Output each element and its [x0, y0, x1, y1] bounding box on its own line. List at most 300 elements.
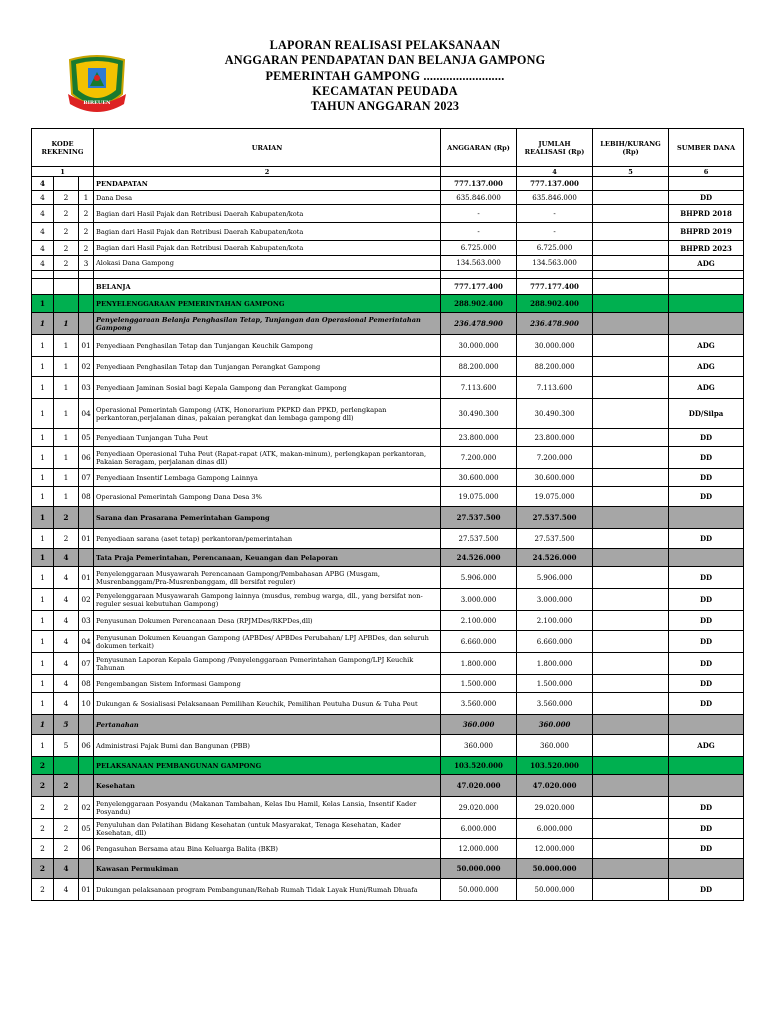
kode-3-cell: 01	[79, 529, 94, 549]
lebih-cell	[593, 357, 669, 377]
lebih-cell	[593, 295, 669, 313]
uraian-cell: Administrasi Pajak Bumi dan Bangunan (PBB)	[94, 735, 441, 757]
kode-2-cell: 1	[54, 487, 79, 507]
uraian-cell: Bagian dari Hasil Pajak dan Retribusi Daerah Kabupaten/kota	[94, 205, 441, 223]
sumber-cell: BHPRD 2019	[669, 223, 744, 241]
table-row	[32, 775, 744, 797]
kode-3-cell: 2	[79, 205, 94, 223]
realisasi-cell: 27.537.500	[517, 507, 593, 529]
kode-3-cell	[79, 271, 94, 279]
col-number-2: 2	[94, 167, 441, 177]
realisasi-cell: -	[517, 223, 593, 241]
kode-2-cell: 4	[54, 653, 79, 675]
realisasi-cell: 30.000.000	[517, 335, 593, 357]
bireuen-emblem-icon	[62, 54, 132, 118]
lebih-cell	[593, 879, 669, 901]
realisasi-cell: 47.020.000	[517, 775, 593, 797]
kode-2-cell	[54, 177, 79, 191]
anggaran-cell: 7.113.600	[441, 377, 517, 399]
lebih-cell	[593, 819, 669, 839]
realisasi-cell: 1.500.000	[517, 675, 593, 693]
realisasi-cell: 6.000.000	[517, 819, 593, 839]
kode-3-cell: 06	[79, 735, 94, 757]
lebih-cell	[593, 313, 669, 335]
kode-3-cell: 05	[79, 819, 94, 839]
lebih-cell	[593, 223, 669, 241]
lebih-cell	[593, 611, 669, 631]
table-row	[32, 205, 744, 223]
table-row	[32, 241, 744, 256]
header-line-2: ANGGARAN PENDAPATAN DAN BELANJA GAMPONG	[224, 53, 546, 68]
sumber-cell: BHPRD 2018	[669, 205, 744, 223]
sumber-cell: DD	[669, 429, 744, 447]
kode-3-cell: 04	[79, 399, 94, 429]
uraian-cell: Kawasan Permukiman	[94, 859, 441, 879]
kode-2-cell: 1	[54, 429, 79, 447]
kode-1-cell: 4	[32, 177, 54, 191]
lebih-cell	[593, 271, 669, 279]
uraian-cell: Penyusunan Dokumen Perencanaan Desa (RPJMDes/RKPDes,dll)	[94, 611, 441, 631]
anggaran-cell: 2.100.000	[441, 611, 517, 631]
anggaran-cell: -	[441, 223, 517, 241]
realisasi-cell: 50.000.000	[517, 879, 593, 901]
kode-2-cell: 1	[54, 335, 79, 357]
report-header	[150, 38, 620, 114]
sumber-cell: DD	[669, 631, 744, 653]
uraian-cell: Operasional Pemerintah Gampong Dana Desa 3%	[94, 487, 441, 507]
realisasi-cell: -	[517, 205, 593, 223]
table-row	[32, 313, 744, 335]
uraian-cell: Penyelenggaraan Musyawarah Gampong lainnya (musdus, rembug warga, dll., yang bersifat non-reguler sesuai kebutuhan Gampong)	[94, 589, 441, 611]
kode-1-cell: 1	[32, 335, 54, 357]
anggaran-cell: 777.137.000	[441, 177, 517, 191]
kode-2-cell: 4	[54, 675, 79, 693]
kode-1-cell: 1	[32, 487, 54, 507]
col-sumber-header: SUMBER DANA	[669, 129, 744, 167]
kode-2-cell: 4	[54, 589, 79, 611]
uraian-cell: Alokasi Dana Gampong	[94, 256, 441, 271]
header-line-5: TAHUN ANGGARAN 2023	[310, 99, 460, 114]
col-number-6: 6	[669, 167, 744, 177]
kode-1-cell: 1	[32, 469, 54, 487]
sumber-cell	[669, 757, 744, 775]
table-row	[32, 879, 744, 901]
kode-3-cell: 03	[79, 611, 94, 631]
kode-3-cell: 1	[79, 191, 94, 205]
kode-2-cell: 1	[54, 377, 79, 399]
kode-1-cell	[32, 279, 54, 295]
sumber-cell	[669, 859, 744, 879]
anggaran-cell: 50.000.000	[441, 879, 517, 901]
kode-1-cell: 1	[32, 611, 54, 631]
lebih-cell	[593, 715, 669, 735]
kode-3-cell	[79, 279, 94, 295]
kode-1-cell: 1	[32, 357, 54, 377]
kode-3-cell	[79, 313, 94, 335]
anggaran-cell: 30.600.000	[441, 469, 517, 487]
col-number-1: 1	[32, 167, 94, 177]
sumber-cell	[669, 507, 744, 529]
sumber-cell: DD/Silpa	[669, 399, 744, 429]
kode-3-cell: 08	[79, 675, 94, 693]
kode-1-cell: 1	[32, 529, 54, 549]
kode-3-cell	[79, 775, 94, 797]
anggaran-cell: -	[441, 205, 517, 223]
sumber-cell: DD	[669, 797, 744, 819]
uraian-cell: Penyusunan Laporan Kepala Gampong /Penyelenggaraan Pemerintahan Gampong/LPJ Keuchik Tahunan	[94, 653, 441, 675]
col-anggaran-header: ANGGARAN (Rp)	[441, 129, 517, 167]
kode-2-cell: 4	[54, 549, 79, 567]
kode-1-cell: 1	[32, 735, 54, 757]
realisasi-cell: 6.725.000	[517, 241, 593, 256]
uraian-cell: Penyediaan Tunjangan Tuha Peut	[94, 429, 441, 447]
kode-2-cell: 2	[54, 507, 79, 529]
col-lebih-header: LEBIH/KURANG (Rp)	[593, 129, 669, 167]
kode-1-cell: 2	[32, 859, 54, 879]
kode-1-cell: 4	[32, 241, 54, 256]
kode-1-cell: 1	[32, 295, 54, 313]
realisasi-cell: 103.520.000	[517, 757, 593, 775]
table-row	[32, 819, 744, 839]
uraian-cell: PENYELENGGARAAN PEMERINTAHAN GAMPONG	[94, 295, 441, 313]
uraian-cell: Penyelenggaraan Belanja Penghasilan Tetap, Tunjangan dan Operasional Pemerintahan Gampong	[94, 313, 441, 335]
kode-1-cell: 1	[32, 567, 54, 589]
anggaran-cell: 236.478.900	[441, 313, 517, 335]
kode-3-cell	[79, 549, 94, 567]
kode-2-cell: 2	[54, 191, 79, 205]
table-row	[32, 335, 744, 357]
kode-1-cell	[32, 271, 54, 279]
realisasi-cell: 6.660.000	[517, 631, 593, 653]
realisasi-cell: 134.563.000	[517, 256, 593, 271]
lebih-cell	[593, 469, 669, 487]
lebih-cell	[593, 377, 669, 399]
kode-1-cell: 1	[32, 429, 54, 447]
table-row	[32, 487, 744, 507]
kode-3-cell: 07	[79, 653, 94, 675]
table-row	[32, 256, 744, 271]
realisasi-cell: 3.000.000	[517, 589, 593, 611]
kode-3-cell	[79, 715, 94, 735]
kode-2-cell	[54, 279, 79, 295]
anggaran-cell: 134.563.000	[441, 256, 517, 271]
sumber-cell: DD	[669, 447, 744, 469]
anggaran-cell: 30.490.300	[441, 399, 517, 429]
anggaran-cell: 47.020.000	[441, 775, 517, 797]
realisasi-cell: 88.200.000	[517, 357, 593, 377]
sumber-cell: ADG	[669, 377, 744, 399]
realisasi-cell: 7.113.600	[517, 377, 593, 399]
kode-1-cell: 1	[32, 507, 54, 529]
kode-2-cell: 4	[54, 631, 79, 653]
uraian-cell: Penyelenggaraan Musyawarah Perencanaan Gampong/Pembahasan APBG (Musgam, Musrenbanggam/Pra-Musrenbanggam, dll bersifat reguler)	[94, 567, 441, 589]
anggaran-cell: 3.000.000	[441, 589, 517, 611]
realisasi-cell: 24.526.000	[517, 549, 593, 567]
anggaran-cell: 1.800.000	[441, 653, 517, 675]
uraian-cell: Pengasuhan Bersama atau Bina Keluarga Balita (BKB)	[94, 839, 441, 859]
kode-3-cell: 02	[79, 589, 94, 611]
kode-1-cell: 1	[32, 675, 54, 693]
sumber-cell: DD	[669, 839, 744, 859]
kode-3-cell: 3	[79, 256, 94, 271]
kode-2-cell: 4	[54, 879, 79, 901]
sumber-cell: ADG	[669, 735, 744, 757]
anggaran-cell: 360.000	[441, 735, 517, 757]
kode-2-cell: 1	[54, 399, 79, 429]
sumber-cell: ADG	[669, 357, 744, 377]
kode-1-cell: 1	[32, 631, 54, 653]
table-row	[32, 279, 744, 295]
realisasi-cell: 12.000.000	[517, 839, 593, 859]
table-row	[32, 859, 744, 879]
sumber-cell: ADG	[669, 256, 744, 271]
sumber-cell: DD	[669, 529, 744, 549]
col-uraian-header: URAIAN	[94, 129, 441, 167]
kode-3-cell	[79, 177, 94, 191]
lebih-cell	[593, 447, 669, 469]
kode-3-cell	[79, 507, 94, 529]
lebih-cell	[593, 507, 669, 529]
realisasi-cell: 30.600.000	[517, 469, 593, 487]
kode-2-cell: 1	[54, 447, 79, 469]
lebih-cell	[593, 567, 669, 589]
realisasi-cell: 7.200.000	[517, 447, 593, 469]
realisasi-cell: 30.490.300	[517, 399, 593, 429]
kode-2-cell: 5	[54, 735, 79, 757]
kode-2-cell: 2	[54, 839, 79, 859]
kode-2-cell: 4	[54, 611, 79, 631]
lebih-cell	[593, 675, 669, 693]
realisasi-cell: 27.537.500	[517, 529, 593, 549]
anggaran-cell: 7.200.000	[441, 447, 517, 469]
kode-2-cell: 2	[54, 241, 79, 256]
kode-3-cell: 02	[79, 357, 94, 377]
sumber-cell	[669, 549, 744, 567]
anggaran-cell: 29.020.000	[441, 797, 517, 819]
anggaran-cell: 635.846.000	[441, 191, 517, 205]
kode-2-cell: 2	[54, 775, 79, 797]
kode-2-cell: 1	[54, 469, 79, 487]
anggaran-cell: 288.902.400	[441, 295, 517, 313]
anggaran-cell: 24.526.000	[441, 549, 517, 567]
uraian-cell: Bagian dari Hasil Pajak dan Retribusi Daerah Kabupaten/kota	[94, 241, 441, 256]
lebih-cell	[593, 693, 669, 715]
table-row	[32, 589, 744, 611]
lebih-cell	[593, 335, 669, 357]
sumber-cell	[669, 271, 744, 279]
anggaran-cell: 12.000.000	[441, 839, 517, 859]
lebih-cell	[593, 241, 669, 256]
realisasi-cell: 236.478.900	[517, 313, 593, 335]
kode-3-cell: 10	[79, 693, 94, 715]
uraian-cell: Bagian dari Hasil Pajak dan Retribusi Daerah Kabupaten/kota	[94, 223, 441, 241]
realisasi-cell: 777.137.000	[517, 177, 593, 191]
anggaran-cell: 777.177.400	[441, 279, 517, 295]
table-row	[32, 223, 744, 241]
anggaran-cell: 1.500.000	[441, 675, 517, 693]
kode-3-cell: 01	[79, 567, 94, 589]
uraian-cell: Penyelenggaraan Posyandu (Makanan Tambahan, Kelas Ibu Hamil, Kelas Lansia, Insentif Kader Posyandu)	[94, 797, 441, 819]
realisasi-cell: 635.846.000	[517, 191, 593, 205]
realisasi-cell: 29.020.000	[517, 797, 593, 819]
uraian-cell: Penyediaan Penghasilan Tetap dan Tunjangan Perangkat Gampong	[94, 357, 441, 377]
kode-3-cell: 02	[79, 797, 94, 819]
col-number-3	[441, 167, 517, 177]
kode-1-cell: 2	[32, 797, 54, 819]
realisasi-cell: 50.000.000	[517, 859, 593, 879]
kode-1-cell: 1	[32, 693, 54, 715]
lebih-cell	[593, 191, 669, 205]
kode-3-cell: 08	[79, 487, 94, 507]
lebih-cell	[593, 279, 669, 295]
table-row	[32, 839, 744, 859]
uraian-cell: Pertanahan	[94, 715, 441, 735]
kode-3-cell: 04	[79, 631, 94, 653]
column-number-row	[32, 167, 744, 177]
kode-1-cell: 4	[32, 256, 54, 271]
uraian-cell: Dukungan & Sosialisasi Pelaksanaan Pemilihan Keuchik, Pemilihan Peutuha Dusun & Tuha Peut	[94, 693, 441, 715]
table-row	[32, 399, 744, 429]
uraian-cell: Sarana dan Prasarana Pemerintahan Gampong	[94, 507, 441, 529]
table-row	[32, 191, 744, 205]
kode-3-cell	[79, 295, 94, 313]
sumber-cell: DD	[669, 191, 744, 205]
sumber-cell: DD	[669, 819, 744, 839]
table-row	[32, 357, 744, 377]
table-row	[32, 549, 744, 567]
anggaran-cell: 6.660.000	[441, 631, 517, 653]
table-row	[32, 447, 744, 469]
kode-3-cell: 03	[79, 377, 94, 399]
table-row	[32, 757, 744, 775]
kode-1-cell: 1	[32, 715, 54, 735]
realisasi-cell: 1.800.000	[517, 653, 593, 675]
kode-2-cell: 2	[54, 205, 79, 223]
realisasi-cell: 23.800.000	[517, 429, 593, 447]
kode-2-cell: 1	[54, 313, 79, 335]
kode-3-cell: 01	[79, 335, 94, 357]
table-row	[32, 631, 744, 653]
uraian-cell: BELANJA	[94, 279, 441, 295]
sumber-cell: DD	[669, 469, 744, 487]
realisasi-cell: 2.100.000	[517, 611, 593, 631]
realisasi-cell: 360.000	[517, 735, 593, 757]
sumber-cell: DD	[669, 567, 744, 589]
col-realisasi-header: JUMLAH REALISASI (Rp)	[517, 129, 593, 167]
sumber-cell	[669, 775, 744, 797]
anggaran-cell: 50.000.000	[441, 859, 517, 879]
realisasi-cell: 3.560.000	[517, 693, 593, 715]
uraian-cell: Kesehatan	[94, 775, 441, 797]
sumber-cell: BHPRD 2023	[669, 241, 744, 256]
sumber-cell: DD	[669, 653, 744, 675]
table-row	[32, 735, 744, 757]
kode-1-cell: 2	[32, 879, 54, 901]
realisasi-cell: 288.902.400	[517, 295, 593, 313]
kode-3-cell: 07	[79, 469, 94, 487]
uraian-cell: PENDAPATAN	[94, 177, 441, 191]
table-row	[32, 653, 744, 675]
table-row	[32, 529, 744, 549]
kode-2-cell: 5	[54, 715, 79, 735]
kode-2-cell: 2	[54, 223, 79, 241]
lebih-cell	[593, 256, 669, 271]
lebih-cell	[593, 775, 669, 797]
uraian-cell: Penyusunan Dokumen Keuangan Gampong (APBDes/ APBDes Perubahan/ LPJ APBDes, dan seluruh dokumen terkait)	[94, 631, 441, 653]
anggaran-cell: 30.000.000	[441, 335, 517, 357]
lebih-cell	[593, 757, 669, 775]
kode-2-cell	[54, 271, 79, 279]
kode-1-cell: 1	[32, 653, 54, 675]
table-row	[32, 377, 744, 399]
kode-3-cell: 06	[79, 447, 94, 469]
lebih-cell	[593, 429, 669, 447]
lebih-cell	[593, 529, 669, 549]
table-row	[32, 797, 744, 819]
table-row	[32, 469, 744, 487]
kode-2-cell: 4	[54, 693, 79, 715]
kode-1-cell: 1	[32, 549, 54, 567]
lebih-cell	[593, 177, 669, 191]
header-line-4: KECAMATAN PEUDADA	[312, 83, 458, 98]
sumber-cell: DD	[669, 879, 744, 901]
anggaran-cell: 6.725.000	[441, 241, 517, 256]
uraian-cell: Pengembangan Sistem Informasi Gampong	[94, 675, 441, 693]
kode-3-cell: 2	[79, 241, 94, 256]
lebih-cell	[593, 631, 669, 653]
budget-table	[31, 128, 744, 901]
kode-1-cell: 4	[32, 205, 54, 223]
uraian-cell: Tata Praja Pemerintahan, Perencanaan, Keuangan dan Pelaporan	[94, 549, 441, 567]
anggaran-cell: 360.000	[441, 715, 517, 735]
uraian-cell: Penyediaan sarana (aset tetap) perkantoran/pemerintahan	[94, 529, 441, 549]
uraian-cell	[94, 271, 441, 279]
lebih-cell	[593, 549, 669, 567]
sumber-cell	[669, 295, 744, 313]
kode-2-cell: 1	[54, 357, 79, 377]
sumber-cell: DD	[669, 611, 744, 631]
lebih-cell	[593, 205, 669, 223]
kode-2-cell: 2	[54, 256, 79, 271]
table-row	[32, 693, 744, 715]
kode-1-cell: 2	[32, 839, 54, 859]
anggaran-cell	[441, 271, 517, 279]
realisasi-cell: 360.000	[517, 715, 593, 735]
anggaran-cell: 3.560.000	[441, 693, 517, 715]
kode-2-cell: 2	[54, 797, 79, 819]
lebih-cell	[593, 487, 669, 507]
kode-2-cell	[54, 295, 79, 313]
header-line-1: LAPORAN REALISASI PELAKSANAAN	[269, 38, 501, 52]
anggaran-cell: 19.075.000	[441, 487, 517, 507]
col-kode-header: KODE REKENING	[32, 129, 94, 167]
kode-1-cell: 2	[32, 757, 54, 775]
sumber-cell	[669, 279, 744, 295]
table-header-row	[32, 129, 744, 167]
kode-3-cell: 06	[79, 839, 94, 859]
realisasi-cell: 5.906.000	[517, 567, 593, 589]
anggaran-cell: 103.520.000	[441, 757, 517, 775]
sumber-cell: DD	[669, 589, 744, 611]
kode-2-cell: 2	[54, 529, 79, 549]
kode-1-cell: 2	[32, 819, 54, 839]
kode-1-cell: 4	[32, 223, 54, 241]
sumber-cell: DD	[669, 487, 744, 507]
kode-1-cell: 1	[32, 313, 54, 335]
kode-1-cell: 1	[32, 399, 54, 429]
sumber-cell	[669, 177, 744, 191]
anggaran-cell: 88.200.000	[441, 357, 517, 377]
